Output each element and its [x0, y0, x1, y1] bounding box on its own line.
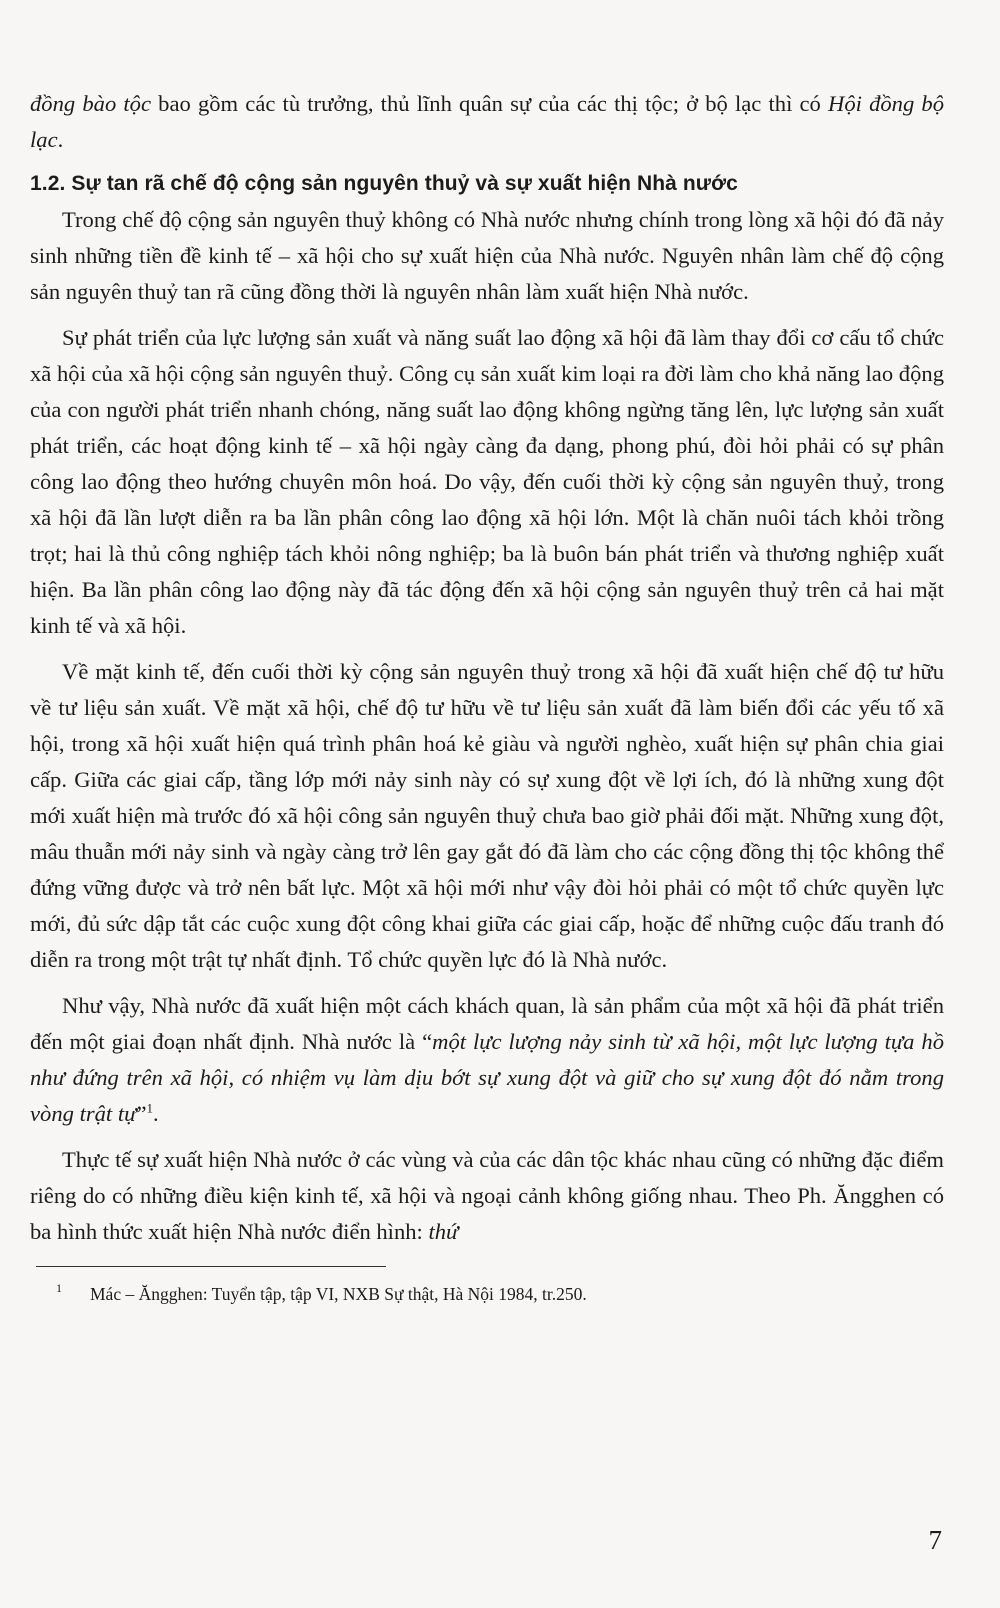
footnote-mark: 1	[56, 1281, 62, 1295]
paragraph-4-text-c: .	[153, 1101, 159, 1126]
paragraph-4	[30, 988, 944, 1132]
paragraph-4-text-b: ”	[136, 1101, 147, 1126]
paragraph-2: Sự phát triển của lực lượng sản xuất và năng suất lao động xã hội đã làm thay đổi cơ cấu tổ chức xã hội của xã hội cộng sản nguyên thuỷ. Công cụ sản xuất kim loại ra đời làm cho khả năng lao động của con người phát triển nhanh chóng, năng suất lao động không ngừng tăng lên, lực lượng sản xuất phát triển, các hoạt động kinh tế – xã hội ngày càng đa dạng, phong phú, đòi hỏi phải có sự phân công lao động theo hướng chuyên môn hoá. Do vậy, đến cuối thời kỳ cộng sản nguyên thuỷ, trong xã hội đã lần lượt diễn ra ba lần phân công lao động xã hội lớn. Một là chăn nuôi tách khỏi trồng trọt; hai là thủ công nghiệp tách khỏi nông nghiệp; ba là buôn bán phát triển và thương nghiệp xuất hiện. Ba lần phân công lao động này đã tác động đến xã hội cộng sản nguyên thuỷ trên cả hai mặt kinh tế và xã hội.	[30, 325, 944, 638]
paragraph-5-italic: thứ	[428, 1219, 459, 1244]
intro-text-2: .	[57, 127, 64, 152]
intro-text-1: bao gồm các tù trưởng, thủ lĩnh quân sự của các thị tộc; ở bộ lạc thì có	[151, 91, 829, 116]
page-number: 7	[928, 1525, 942, 1555]
intro-paragraph	[30, 86, 944, 158]
intro-italic-2: Hội đồng bộ lạc	[30, 91, 945, 152]
paragraph-5-text: Thực tế sự xuất hiện Nhà nước ở các vùng và của các dân tộc khác nhau cũng có những đặc điểm riêng do có những điều kiện kinh tế, xã hội và ngoại cảnh không giống nhau. Theo Ph. Ăngghen có ba hình thức xuất hiện Nhà nước điển hình:	[30, 1147, 944, 1244]
paragraph-4-text-a: Như vậy, Nhà nước đã xuất hiện một cách khách quan, là sản phẩm của một xã hội đã phát triển đến một giai đoạn nhất định. Nhà nước là “	[30, 993, 944, 1054]
intro-italic-1: đồng bào tộc	[30, 91, 152, 116]
footnote-reference: 1	[146, 1100, 153, 1116]
paragraph-3: Về mặt kinh tế, đến cuối thời kỳ cộng sản nguyên thuỷ trong xã hội đã xuất hiện chế độ tư hữu về tư liệu sản xuất. Về mặt xã hội, chế độ tư hữu về tư liệu sản xuất đã làm biến đổi các yếu tố xã hội, trong xã hội xuất hiện quá trình phân hoá kẻ giàu và người nghèo, xuất hiện sự phân chia giai cấp. Giữa các giai cấp, tầng lớp mới nảy sinh này có sự xung đột về lợi ích, đó là những xung đột mới xuất hiện mà trước đó xã hội công sản nguyên thuỷ chưa bao giờ phải đối mặt. Những xung đột, mâu thuẫn mới nảy sinh và ngày càng trở lên gay gắt đó đã làm cho các cộng đồng thị tộc không thể đứng vững được và trở nên bất lực. Một xã hội mới như vậy đòi hỏi phải có một tổ chức quyền lực mới, đủ sức dập tắt các cuộc xung đột công khai giữa các giai cấp, hoặc để những cuộc đấu tranh đó diễn ra trong một trật tự nhất định. Tổ chức quyền lực đó là Nhà nước.	[30, 659, 944, 972]
paragraph-5	[30, 1142, 944, 1250]
footnote-text: Mác – Ăngghen: Tuyển tập, tập VI, NXB Sự thật, Hà Nội 1984, tr.250.	[90, 1284, 587, 1304]
footnote	[56, 1281, 944, 1307]
section-heading: 1.2. Sự tan rã chế độ cộng sản nguyên thuỷ và sự xuất hiện Nhà nước	[30, 172, 738, 195]
footnote-divider	[36, 1266, 386, 1267]
quote-italic: một lực lượng nảy sinh từ xã hội, một lực lượng tựa hồ như đứng trên xã hội, có nhiệm vụ làm dịu bớt sự xung đột và giữ cho sự xung đột đó nằm trong vòng trật tự	[30, 1029, 944, 1126]
paragraph-1: Trong chế độ cộng sản nguyên thuỷ không có Nhà nước nhưng chính trong lòng xã hội đó đã nảy sinh những tiền đề kinh tế – xã hội cho sự xuất hiện của Nhà nước. Nguyên nhân làm chế độ cộng sản nguyên thuỷ tan rã cũng đồng thời là nguyên nhân làm xuất hiện Nhà nước.	[30, 207, 944, 304]
